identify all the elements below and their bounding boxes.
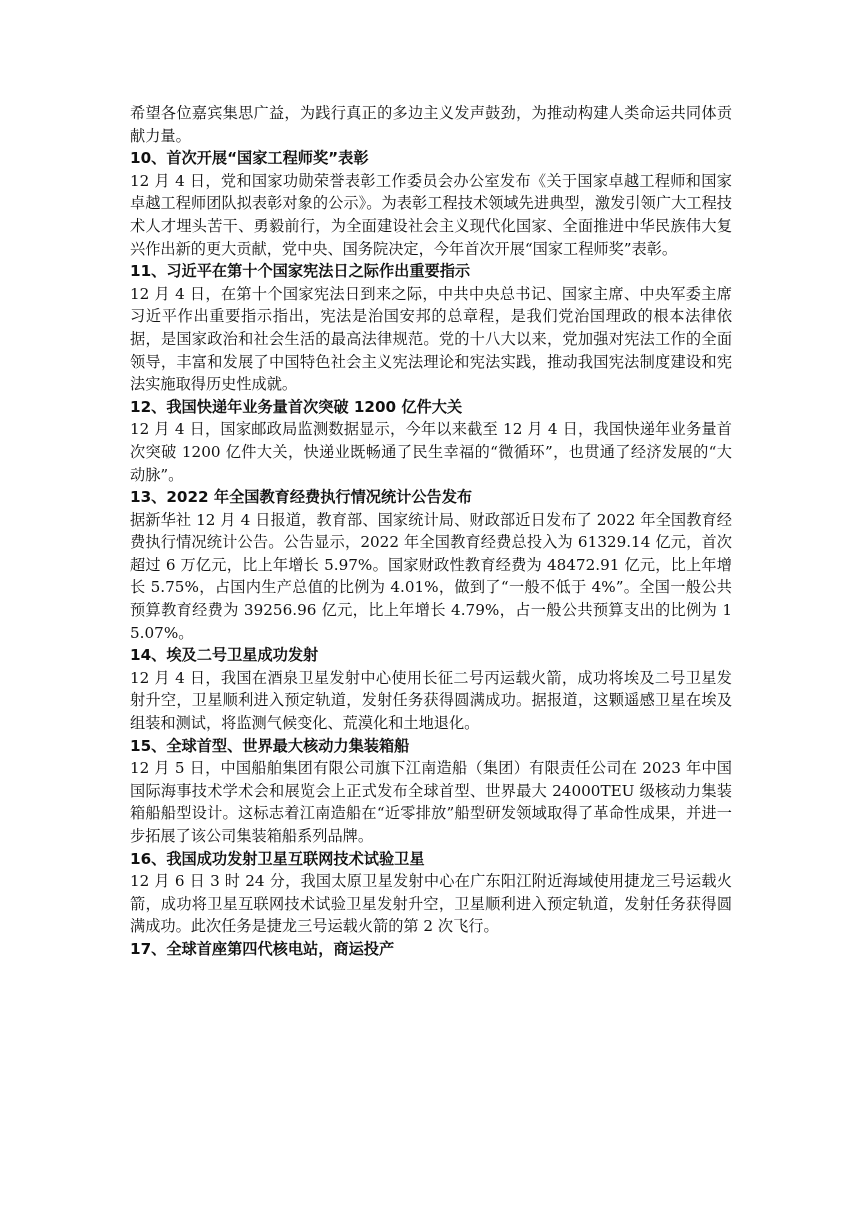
news-heading: 17、全球首座第四代核电站，商运投产 — [130, 939, 395, 958]
news-item-14 — [130, 644, 732, 734]
news-body: 据新华社 12 月 4 日报道，教育部、国家统计局、财政部近日发布了 2022 年全国教育经费执行情况统计公告。公告显示，2022 年全国教育经费总投入为 61329.14 亿元，首次超过 6 万亿元，比上年增长 5.97%。国家财政性教育经费为 48472.91 亿元，比上年增长 5.75%，占国内生产总值的比例为 4.01%，做到了“一般不低于 4%”。全国一般公共预算教育经费为 39256.96 亿元，比上年增长 4.79%，占一般公共预算支出的比例为 15.07%。 — [130, 510, 732, 642]
document-content — [130, 102, 732, 961]
news-item-11 — [130, 260, 732, 396]
news-item-15 — [130, 735, 732, 848]
intro-paragraph: 希望各位嘉宾集思广益，为践行真正的多边主义发声鼓劲，为推动构建人类命运共同体贡献力量。 — [130, 104, 732, 145]
news-heading: 11、习近平在第十个国家宪法日之际作出重要指示 — [130, 262, 471, 281]
news-item-13 — [130, 486, 732, 644]
news-item-10 — [130, 147, 732, 260]
news-body: 12 月 4 日，党和国家功勋荣誉表彰工作委员会办公室发布《关于国家卓越工程师和国家卓越工程师团队拟表彰对象的公示》。为表彰工程技术领域先进典型，激发引领广大工程技术人才埋头苦干、勇毅前行，为全面建设社会主义现代化国家、全面推进中华民族伟大复兴作出新的更大贡献，党中央、国务院决定，今年首次开展“国家工程师奖”表彰。 — [130, 171, 732, 258]
news-item-17 — [130, 938, 732, 961]
news-body: 12 月 4 日，在第十个国家宪法日到来之际，中共中央总书记、国家主席、中央军委主席习近平作出重要指示指出，宪法是治国安邦的总章程，是我们党治国理政的根本法律依据，是国家政治和社会生活的最高法律规范。党的十八大以来，党加强对宪法工作的全面领导，丰富和发展了中国特色社会主义宪法理论和宪法实践，推动我国宪法制度建设和宪法实施取得历史性成就。 — [130, 284, 732, 394]
news-heading: 13、2022 年全国教育经费执行情况统计公告发布 — [130, 488, 473, 507]
news-body: 12 月 5 日，中国船舶集团有限公司旗下江南造船（集团）有限责任公司在 2023 年中国国际海事技术学术会和展览会上正式发布全球首型、世界最大 24000TEU 级核动力集装箱船船型设计。这标志着江南造船在“近零排放”船型研发领域取得了革命性成果，并进一步拓展了该公司集装箱船系列品牌。 — [130, 759, 732, 845]
news-item-16 — [130, 848, 732, 938]
news-heading: 10、首次开展“国家工程师奖”表彰 — [130, 149, 369, 168]
news-heading: 15、全球首型、世界最大核动力集装箱船 — [130, 736, 410, 755]
news-body: 12 月 6 日 3 时 24 分，我国太原卫星发射中心在广东阳江附近海域使用捷龙三号运载火箭，成功将卫星互联网技术试验卫星发射升空，卫星顺利进入预定轨道，发射任务获得圆满成功。此次任务是捷龙三号运载火箭的第 2 次飞行。 — [130, 872, 732, 936]
news-heading: 16、我国成功发射卫星互联网技术试验卫星 — [130, 849, 425, 868]
news-body: 12 月 4 日，国家邮政局监测数据显示，今年以来截至 12 月 4 日，我国快递年业务量首次突破 1200 亿件大关，快递业既畅通了民生幸福的“微循环”，也贯通了经济发展的“大动脉”。 — [130, 420, 732, 484]
news-body: 12 月 4 日，我国在酒泉卫星发射中心使用长征二号丙运载火箭，成功将埃及二号卫星发射升空，卫星顺利进入预定轨道，发射任务获得圆满成功。据报道，这颗遥感卫星在埃及组装和测试，将监测气候变化、荒漠化和土地退化。 — [130, 668, 732, 733]
news-heading: 12、我国快递年业务量首次突破 1200 亿件大关 — [130, 397, 463, 416]
news-item-12 — [130, 396, 732, 486]
news-heading: 14、埃及二号卫星成功发射 — [130, 646, 319, 665]
